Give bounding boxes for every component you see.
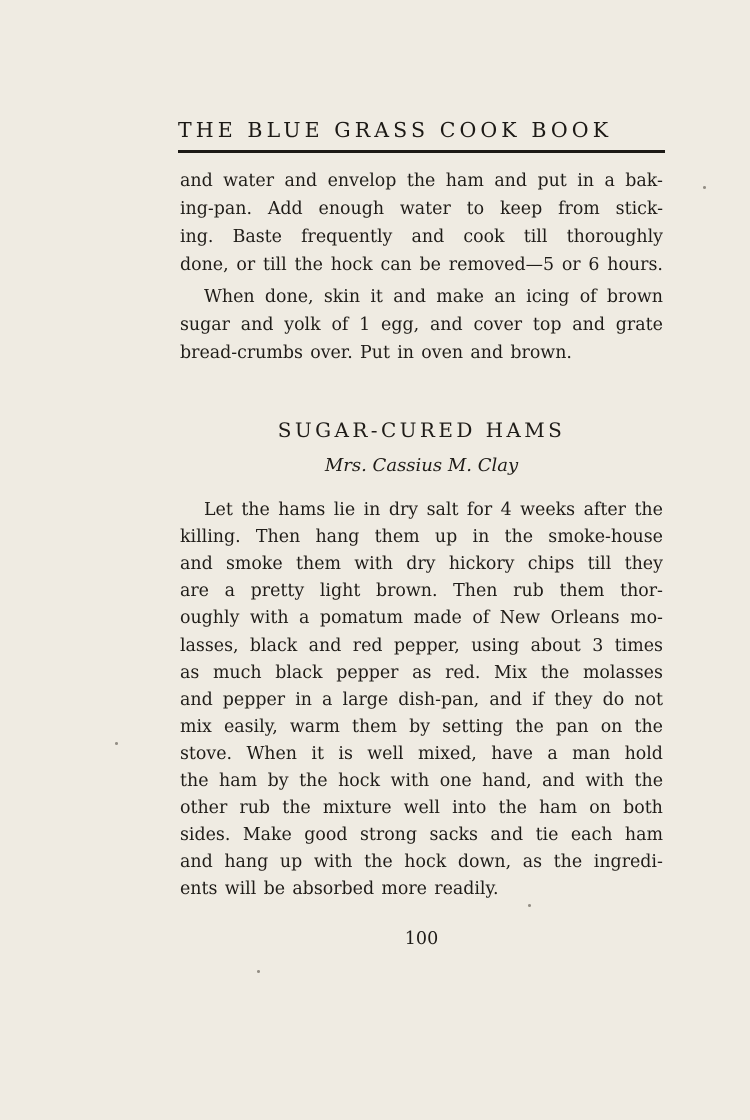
text-line: and water and envelop the ham and put in a bak- <box>180 171 663 191</box>
paper-speck <box>703 186 706 189</box>
paper-speck <box>115 742 118 745</box>
text-line: stove. When it is well mixed, have a man hold <box>180 743 663 764</box>
text-line: When done, skin it and make an icing of brown <box>204 287 663 307</box>
text-line: and smoke them with dry hickory chips till they <box>180 554 663 575</box>
text-line: are a pretty light brown. Then rub them thor- <box>180 581 663 602</box>
byline: Mrs. Cassius M. Clay <box>324 455 519 476</box>
text-line: sides. Make good strong sacks and tie each ham <box>180 825 663 846</box>
text-line: sugar and yolk of 1 egg, and cover top and grate <box>180 315 663 335</box>
text-line: as much black pepper as red. Mix the molasses <box>180 662 663 683</box>
paper-speck <box>528 904 531 907</box>
text-line: ents will be absorbed more readily. <box>180 879 499 900</box>
text-line: ing. Baste frequently and cook till thoroughly <box>180 227 663 247</box>
running-head: THE BLUE GRASS COOK BOOK <box>178 118 613 142</box>
text-line: and hang up with the hock down, as the ingredi- <box>180 852 663 873</box>
text-line: bread-crumbs over. Put in oven and brown. <box>180 343 572 363</box>
text-line: killing. Then hang them up in the smoke-house <box>180 527 663 548</box>
text-line: the ham by the hock with one hand, and with the <box>180 771 663 791</box>
paper-speck <box>257 970 260 973</box>
header-rule <box>178 150 665 153</box>
text-line: Let the hams lie in dry salt for 4 weeks after the <box>204 500 663 520</box>
text-line: ing-pan. Add enough water to keep from stick- <box>180 199 663 219</box>
text-line: oughly with a pomatum made of New Orleans mo- <box>180 608 663 629</box>
text-line: other rub the mixture well into the ham on both <box>180 798 663 819</box>
text-line: done, or till the hock can be removed—5 or 6 hours. <box>180 255 663 275</box>
text-line: and pepper in a large dish-pan, and if they do not <box>180 689 663 710</box>
page-number: 100 <box>404 929 439 949</box>
text-line: mix easily, warm them by setting the pan on the <box>180 716 663 737</box>
section-title: SUGAR-CURED HAMS <box>277 418 566 442</box>
text-line: lasses, black and red pepper, using about 3 times <box>180 635 663 656</box>
